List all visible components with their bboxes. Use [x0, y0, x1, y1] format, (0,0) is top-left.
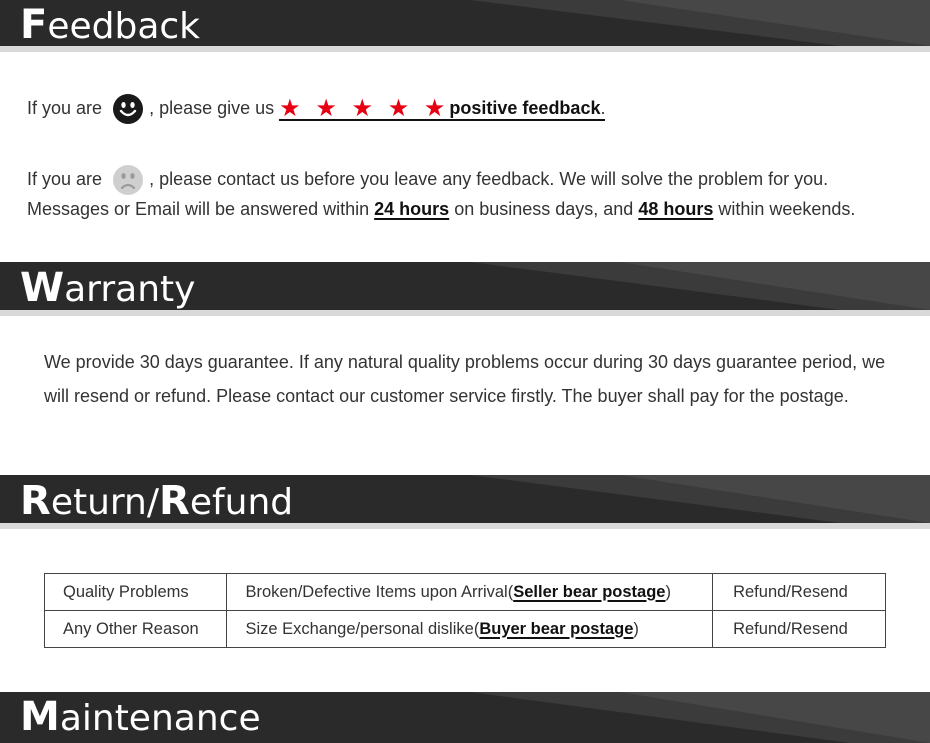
warranty-text: We provide 30 days guarantee. If any natural quality problems occur during 30 days guarantee period, we will resend or refund. Please contact our customer service firstly. The buyer shall pay for the postage.: [44, 352, 886, 406]
maintenance-banner: [0, 692, 930, 743]
feedback-line-negative: If you are , please contact us before you leave any feedback. We will solve the problem for you.: [27, 165, 828, 195]
response-48-hours: 48 hours: [638, 199, 714, 219]
star-icon: ★ ★ ★ ★ ★: [279, 95, 450, 122]
positive-feedback-link[interactable]: ★ ★ ★ ★ ★positive feedback.: [279, 95, 606, 122]
warranty-banner: [0, 262, 930, 316]
description-cell: Size Exchange/personal dislike(Buyer bear postage): [227, 611, 713, 648]
smiley-face-icon: [113, 94, 143, 124]
feedback-response-time: Messages or Email will be answered within 24 hours on business days, and 48 hours within weekends.: [27, 199, 856, 219]
section-title-return-refund: Return/Refund: [20, 478, 294, 524]
return-refund-table: [44, 573, 886, 648]
return-refund-banner: [0, 475, 930, 529]
reason-cell: Quality Problems: [45, 574, 227, 611]
postage-note: Buyer bear postage: [479, 619, 634, 638]
section-title-feedback: Feedback: [20, 2, 201, 48]
reason-cell: Any Other Reason: [45, 611, 227, 648]
table-row: [45, 611, 886, 648]
table-row: [45, 574, 886, 611]
response-24-hours: 24 hours: [374, 199, 450, 219]
feedback-line-positive: If you are , please give us ★ ★ ★ ★ ★positive feedback.: [27, 94, 605, 124]
sad-face-icon: [113, 165, 143, 195]
postage-note: Seller bear postage: [513, 582, 666, 601]
action-cell: Refund/Resend: [713, 611, 886, 648]
section-title-warranty: Warranty: [20, 265, 196, 311]
feedback-banner: [0, 0, 930, 52]
description-cell: Broken/Defective Items upon Arrival(Seller bear postage): [227, 574, 713, 611]
action-cell: Refund/Resend: [713, 574, 886, 611]
section-title-maintenance: Maintenance: [20, 694, 261, 740]
